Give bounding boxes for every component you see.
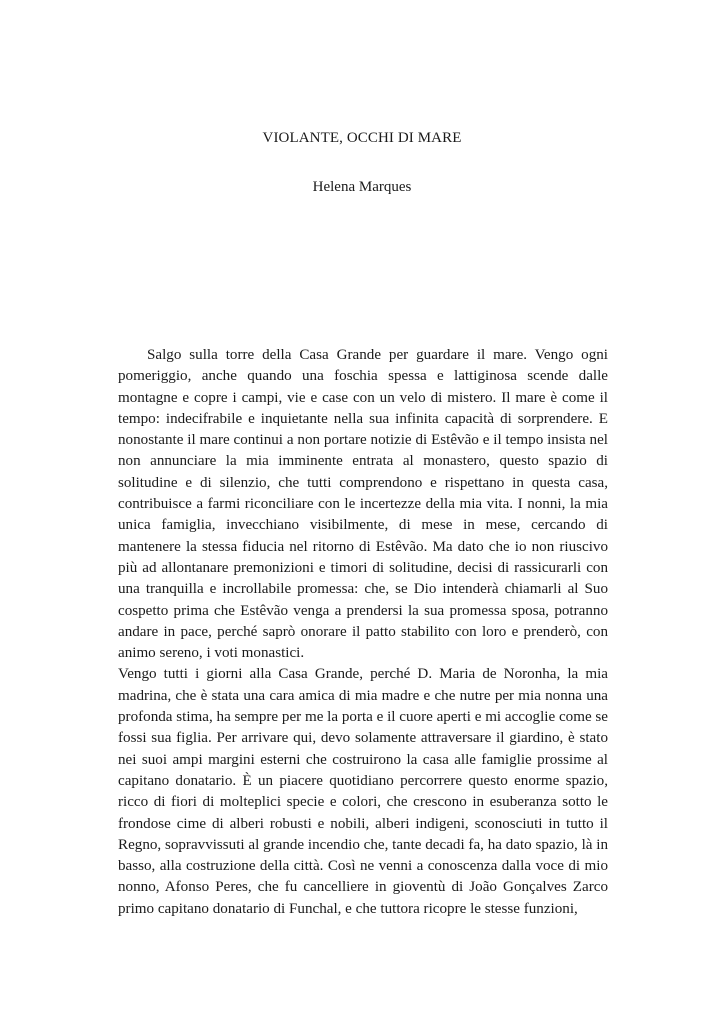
document-title: VIOLANTE, OCCHI DI MARE [262, 130, 462, 146]
paragraph-1: Salgo sulla torre della Casa Grande per guardare il mare. Vengo ogni pomeriggio, anche quando una foschia spessa e lattiginosa scende dalle montagne e copre i campi, vie e case con un velo di mistero. Il mare è come il tempo: indecifrabile e inquietante nella sua infinita capacità di sorprendere. E nonostante il mare continui a non portare notizie di Estêvão e il tempo insista nel non annunciare la mia imminente entrata al monastero, questo spazio di solitudine e di silenzio, che tutti comprendono e rispettano in questa casa, contribuisce a farmi riconciliare con le incertezze della mia vita. I nonni, la mia unica famiglia, invecchiano visibilmente, di mese in mese, cercando di mantenere la stessa fiducia nel ritorno di Estêvão. Ma dato che io non riuscivo più ad allontanare premonizioni e timori di solitudine, decisi di rassicurarli con una tranquilla e incrollabile promessa: che, se Dio intenderà chiamarli al Suo cospetto prima che Estêvão venga a prendersi la sua promessa sposa, potranno andare in pace, perché saprò onorare il patto stabilito con loro e prenderò, con animo sereno, i voti monastici. [118, 347, 608, 662]
document-body [118, 345, 608, 920]
document-author: Helena Marques [312, 179, 412, 195]
paragraph-2: Vengo tutti i giorni alla Casa Grande, perché D. Maria de Noronha, la mia madrina, che è stata una cara amica di mia madre e che nutre per mia nonna una profonda stima, ha sempre per me la porta e il cuore aperti e mi accoglie come se fossi sua figlia. Per arrivare qui, devo solamente attraversare il giardino, è stato nei suoi ampi margini esterni che costruirono la casa alle famiglie prossime al capitano donatario. È un piacere quotidiano percorrere questo enorme spazio, ricco di fiori di molteplici specie e colori, che crescono in esuberanza sotto le frondose cime di alberi robusti e nobili, alberi indigeni, sconosciuti in tutto il Regno, sopravvissuti al grande incendio che, tante decadi fa, ha dato spazio, là in basso, alla costruzione della città. Così ne venni a conoscenza dalla voce di mio nonno, Afonso Peres, che fu cancelliere in gioventù di João Gonçalves Zarco primo capitano donatario di Funchal, e che tuttora ricopre le stesse funzioni, [118, 666, 608, 917]
